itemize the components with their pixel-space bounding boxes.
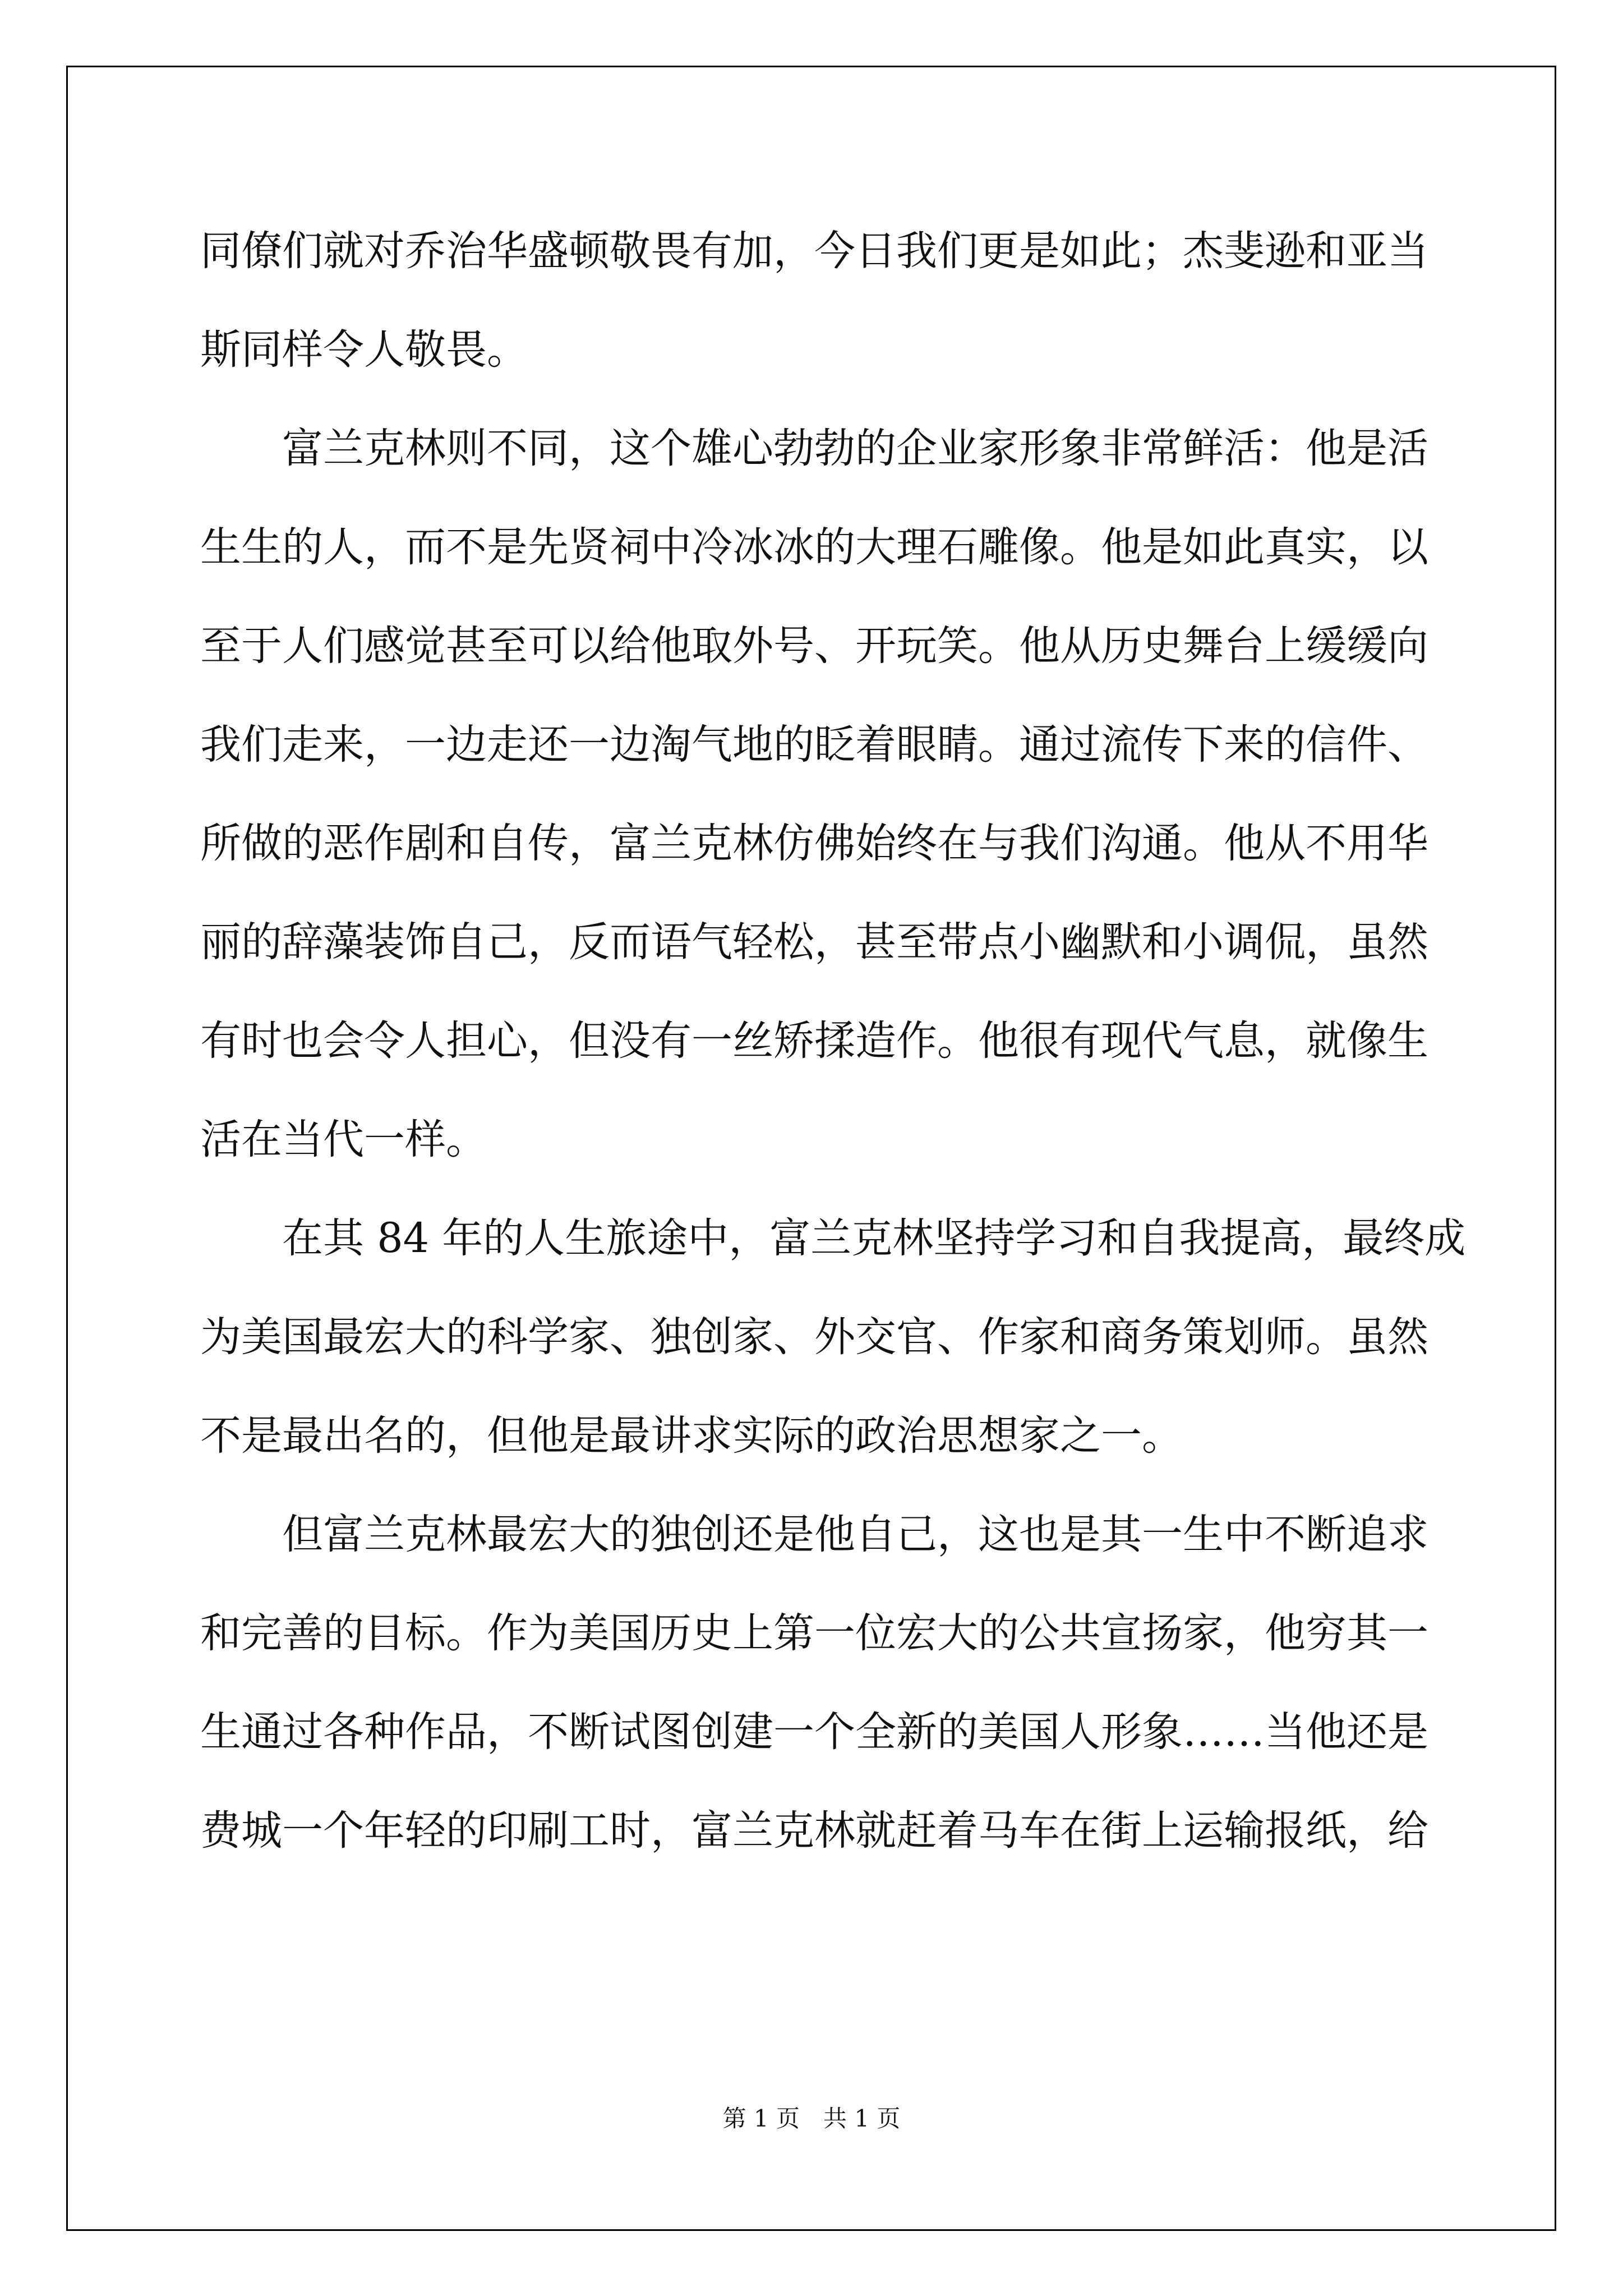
text-line: 同僚们就对乔治华盛顿敬畏有加，今日我们更是如此；杰斐逊和亚当 (200, 227, 1428, 275)
text-line: 为美国最宏大的科学家、独创家、外交官、作家和商务策划师。虽然 (200, 1313, 1428, 1361)
text-line: 但富兰克林最宏大的独创还是他自己，这也是其一生中不断追求 (200, 1511, 1428, 1558)
text-line: 在其 84 年的人生旅途中，富兰克林坚持学习和自我提高，最终成 (200, 1214, 1466, 1262)
text-line: 我们走来，一边走还一边淘气地的眨着眼睛。通过流传下来的信件、 (200, 721, 1428, 769)
text-line: 富兰克林则不同，这个雄心勃勃的企业家形象非常鲜活：他是活 (200, 425, 1428, 472)
text-line: 有时也会令人担心，但没有一丝矫揉造作。他很有现代气息，就像生 (200, 1017, 1428, 1065)
text-line: 生通过各种作品，不断试图创建一个全新的美国人形象……当他还是 (200, 1708, 1428, 1756)
text-line: 斯同样令人敬畏。 (200, 326, 528, 374)
text-line: 活在当代一样。 (200, 1116, 487, 1163)
text-line: 生生的人，而不是先贤祠中冷冰冰的大理石雕像。他是如此真实，以 (200, 523, 1428, 571)
text-line: 不是最出名的，但他是最讲求实际的政治思想家之一。 (200, 1412, 1183, 1460)
text-line: 费城一个年轻的印刷工时，富兰克林就赶着马车在街上运输报纸，给 (200, 1807, 1428, 1855)
document-body (200, 222, 1466, 1900)
text-line: 丽的辞藻装饰自己，反而语气轻松，甚至带点小幽默和小调侃，虽然 (200, 918, 1428, 966)
text-line: 所做的恶作剧和自传，富兰克林仿佛始终在与我们沟通。他从不用华 (200, 820, 1428, 867)
text-line: 和完善的目标。作为美国历史上第一位宏大的公共宣扬家，他穷其一 (200, 1609, 1428, 1657)
text-line: 至于人们感觉甚至可以给他取外号、开玩笑。他从历史舞台上缓缓向 (200, 622, 1428, 670)
page-footer: 第 1 页 共 1 页 (722, 2105, 901, 2132)
